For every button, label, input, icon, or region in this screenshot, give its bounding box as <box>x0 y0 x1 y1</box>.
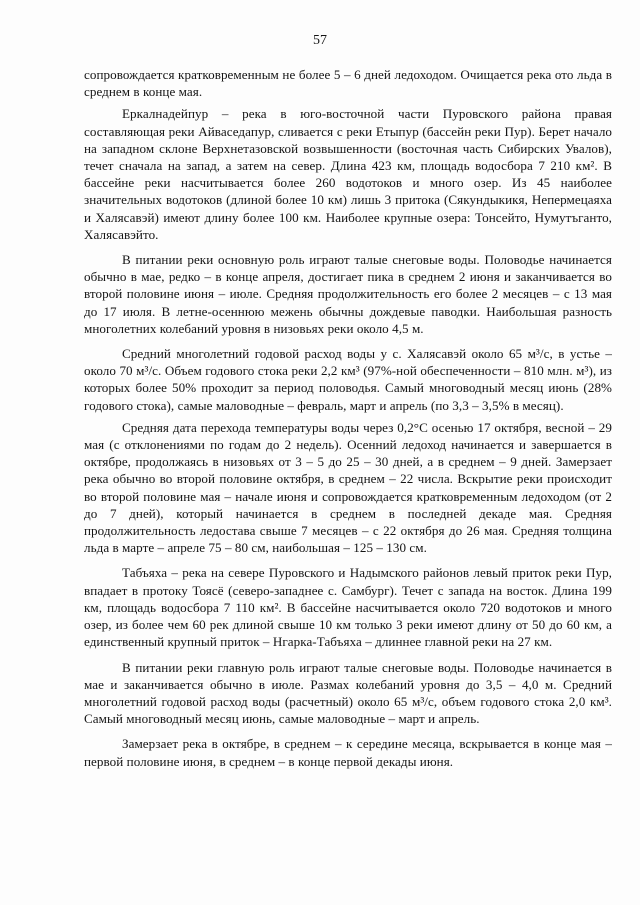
page-number: 57 <box>313 33 327 48</box>
paragraph-ice-clearing: сопровождается кратковременным не более 5 – 6 дней ледоходом. Очищается река ото льда в среднем в конце мая. <box>84 67 612 100</box>
paragraph-tabyakha-description: Табъяха – река на севере Пуровского и Надымского районов левый приток реки Пур, впадает в протоку Тоясё (северо-западнее с. Самбург). Течет с запада на восток. Длина 199 км, площадь водосбора 7 110 км². В бассейне насчитывается около 720 водотоков и много озер, из более чем 60 рек длиной свыше 10 км только 3 реки имеют длину от 50 до 60 км, а единственный крупный приток – Нгарка-Табъяха – длиннее главной реки на 27 км. <box>84 565 612 650</box>
paragraph-tabyakha-ice: Замерзает река в октябре, в среднем – к середине месяца, вскрывается в конце мая – первой половине июня, в среднем – в конце первой декады июня. <box>84 736 612 769</box>
body-text <box>84 66 612 770</box>
paragraph-erkalnadeypur-flood: В питании реки основную роль играют талые снеговые воды. Половодье начинается обычно в мае, редко – в конце апреля, достигает пика в среднем 2 июня и заканчивается во второй половине июня – июле. Средняя продолжительность его более 2 месяцев – с 13 мая до 17 июля. В летне-осеннюю межень обычны дождевые паводки. Наибольшая разность многолетних колебаний уровня в низовьях реки около 4,5 м. <box>84 252 612 336</box>
paragraph-erkalnadeypur-discharge: Средний многолетний годовой расход воды у с. Халясавэй около 65 м³/с, в устье – около 70 м³/с. Объем годового стока реки 2,2 км³ (97%-ной обеспеченности – 810 млн. м³), из которых более 50% проходит за период половодья. Самый многоводный месяц июнь (28% годового стока), самые маловодные – февраль, март и апрель (по 3,3 – 3,5% в месяц). <box>84 346 612 413</box>
paragraph-erkalnadeypur-ice: Средняя дата перехода температуры воды через 0,2°С осенью 17 октября, весной – 29 мая (с отклонениями по годам до 2 недель). Осенний ледоход начинается и завершается в октябре, продолжаясь в низовьях от 3 – 5 до 25 – 30 дней, а в среднем – 9 дней. Замерзает река обычно во второй половине октября, в среднем – 22 числа. Вскрытие реки происходит во второй половине мая – начале июня и сопровождается кратковременным ледоходом (от 2 до 7 дней), который начинается в среднем в последней декаде мая. Средняя продолжительность ледостава свыше 7 месяцев – с 22 октября до 26 мая. Средняя толщина льда в марте – апреле 75 – 80 см, наибольшая – 125 – 130 см. <box>84 419 612 556</box>
paragraph-tabyakha-flood: В питании реки главную роль играют талые снеговые воды. Половодье начинается в мае и заканчивается обычно в июле. Размах колебаний уровня до 3,5 – 4,0 м. Средний многолетний годовой расход воды (расчетный) около 65 м³/с, объем годового стока 2,0 км³. Самый многоводный месяц июнь, самые маловодные – март и апрель. <box>84 659 612 727</box>
paragraph-erkalnadeypur-description: Еркалнадейпур – река в юго-восточной части Пуровского района правая составляющая реки Айваседапур, сливается с реки Етыпур (бассейн реки Пур). Берет начало на западном склоне Верхнетазовской возвышенности (восточная часть Сибирских Увалов), течет сначала на запад, а затем на север. Длина 423 км, площадь водосбора 7 210 км². В бассейне реки насчитывается более 260 водотоков и много озер. Из 45 наиболее значительных водотоков (длиной более 10 км) лишь 3 притока (Сякундыкикя, Непермецаяха и Халясавэй) имеют длину более 100 км. Наиболее крупные озера: Тонсейто, Нумутъганто, Халясавэйто. <box>84 106 612 242</box>
